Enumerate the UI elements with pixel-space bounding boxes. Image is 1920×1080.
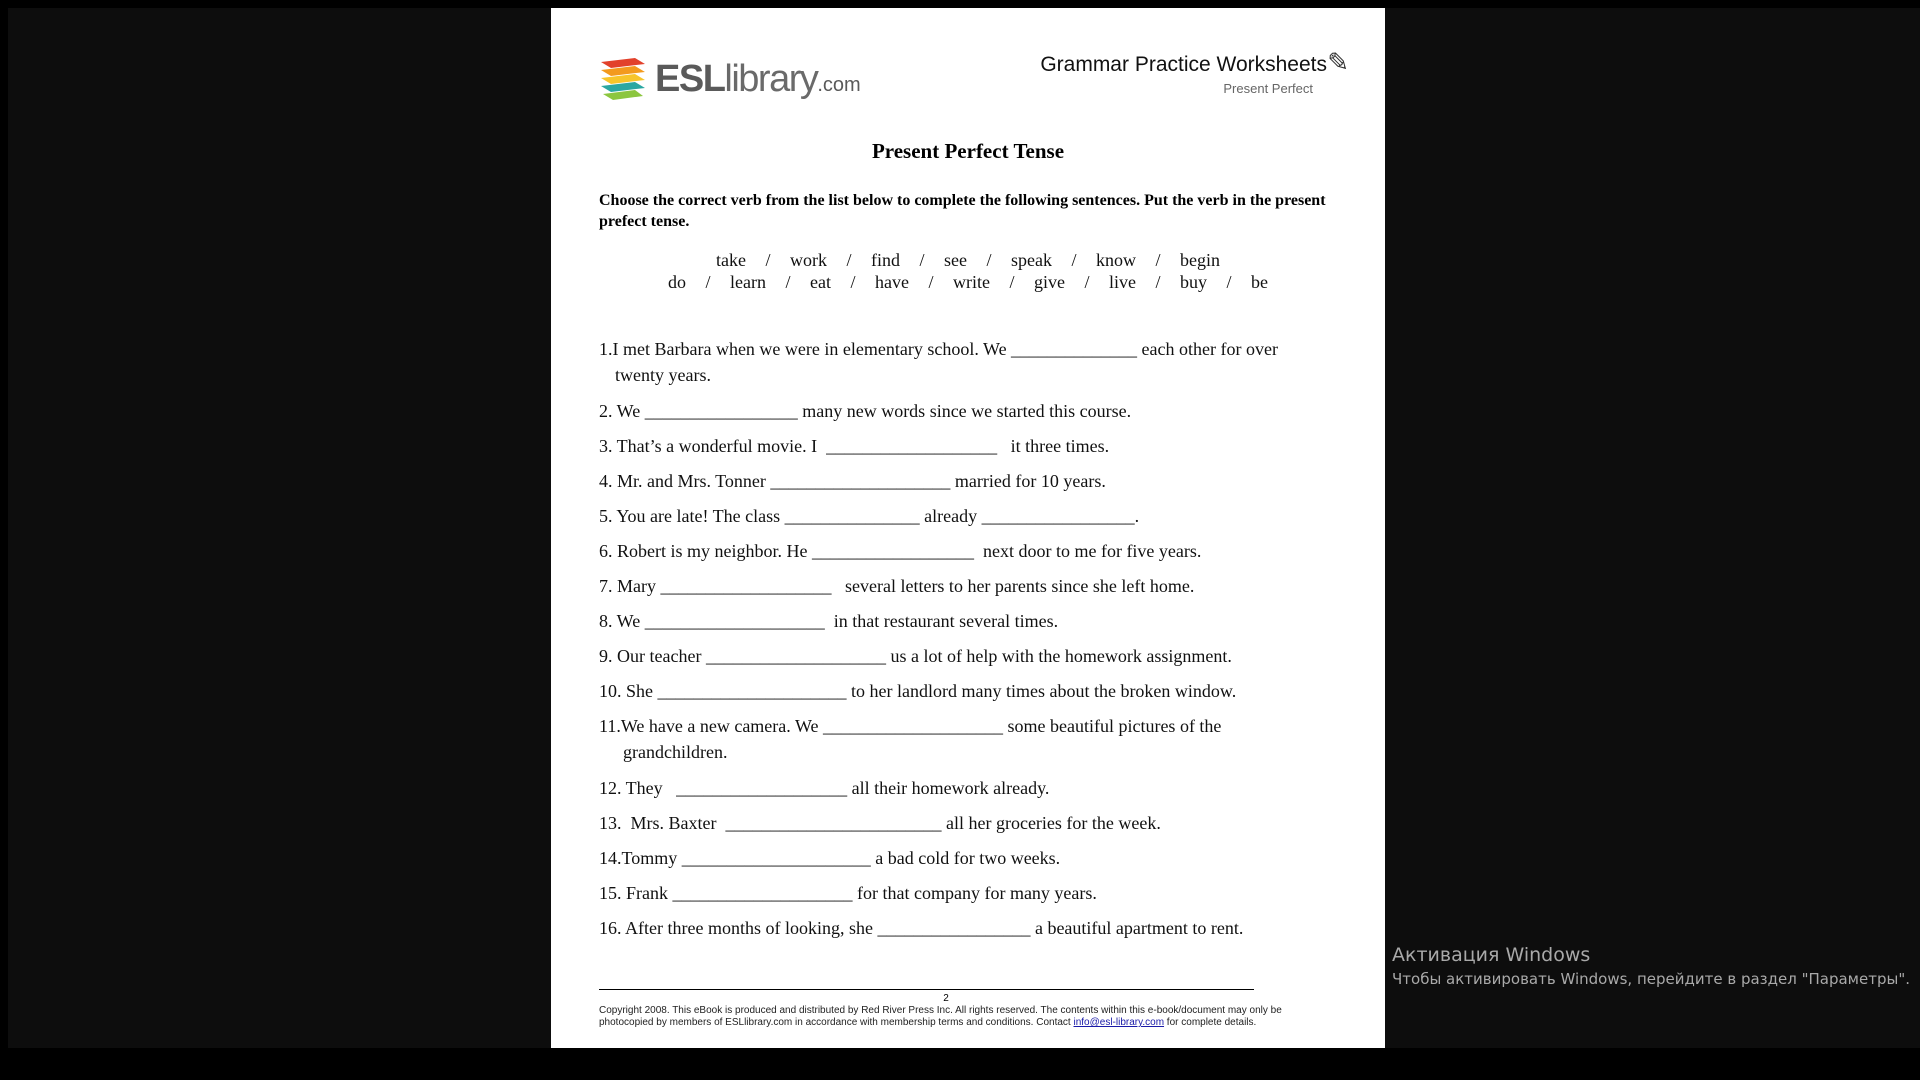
watermark-title: Активация Windows xyxy=(1392,944,1591,966)
sentence-13: 13. Mrs. Baxter ________________________ all her groceries for the week. xyxy=(599,813,1161,833)
sentence-11: 11.We have a new camera. We ____________________ some beautiful pictures of the grandchildren. xyxy=(599,716,1222,762)
word-bank-line-1: take / work / find / see / speak / know / begin xyxy=(716,250,1220,270)
sentence-7: 7. Mary ___________________ several letters to her parents since she left home. xyxy=(599,576,1195,596)
sentence-5: 5. You are late! The class _______________ already _________________. xyxy=(599,506,1140,526)
sentence-12: 12. They ___________________ all their homework already. xyxy=(599,778,1050,798)
series-heading xyxy=(1040,53,1327,96)
word-bank-line-2: do / learn / eat / have / write / give / live / buy / be xyxy=(668,272,1268,292)
sentence-8: 8. We ____________________ in that restaurant several times. xyxy=(599,611,1059,631)
instructions: Choose the correct verb from the list below to complete the following sentences. Put the verb in the present prefect tense. xyxy=(599,192,1326,230)
sentence-3: 3. That’s a wonderful movie. I ___________________ it three times. xyxy=(599,436,1110,456)
windows-activation-watermark xyxy=(1392,944,1910,988)
worksheet-page xyxy=(551,8,1385,1048)
sentence-16: 16. After three months of looking, she _________________ a beautiful apartment to rent. xyxy=(599,918,1244,938)
logo-wordmark: ESLlibrary.com xyxy=(655,58,861,100)
page-number: 2 xyxy=(943,993,949,1004)
book-stack-icon xyxy=(599,56,649,110)
sentence-9: 9. Our teacher ____________________ us a lot of help with the homework assignment. xyxy=(599,646,1232,666)
watermark-subtitle: Чтобы активировать Windows, перейдите в раздел "Параметры". xyxy=(1392,970,1910,988)
sentence-1: 1.I met Barbara when we were in elementary school. We ______________ each other for over twenty years. xyxy=(599,339,1278,385)
sentence-15: 15. Frank ____________________ for that company for many years. xyxy=(599,883,1097,903)
esl-library-logo xyxy=(599,56,859,110)
sentence-10: 10. She _____________________ to her landlord many times about the broken window. xyxy=(599,681,1237,701)
copyright-notice: Copyright 2008. This eBook is produced and distributed by Red River Press Inc. All rights reserved. The contents within this e-book/document may only be photocopied by members of ESLlibrary.com in accordance with membership terms and conditions. Contact info@esl-library.com for complete details. xyxy=(599,1005,1282,1028)
footer-divider xyxy=(599,989,1254,990)
contact-email-link[interactable]: info@esl-library.com xyxy=(1073,1017,1165,1028)
sentence-2: 2. We _________________ many new words since we started this course. xyxy=(599,401,1132,421)
sentence-4: 4. Mr. and Mrs. Tonner ____________________ married for 10 years. xyxy=(599,471,1106,491)
worksheet-title: Present Perfect Tense xyxy=(871,139,1065,163)
pencil-icon: ✎ xyxy=(1327,48,1349,77)
series-subtitle: Present Perfect xyxy=(1223,81,1313,96)
sentence-14: 14.Tommy _____________________ a bad cold for two weeks. xyxy=(599,848,1061,868)
series-title: Grammar Practice Worksheets xyxy=(1040,53,1327,76)
sentence-6: 6. Robert is my neighbor. He __________________ next door to me for five years. xyxy=(599,541,1202,561)
